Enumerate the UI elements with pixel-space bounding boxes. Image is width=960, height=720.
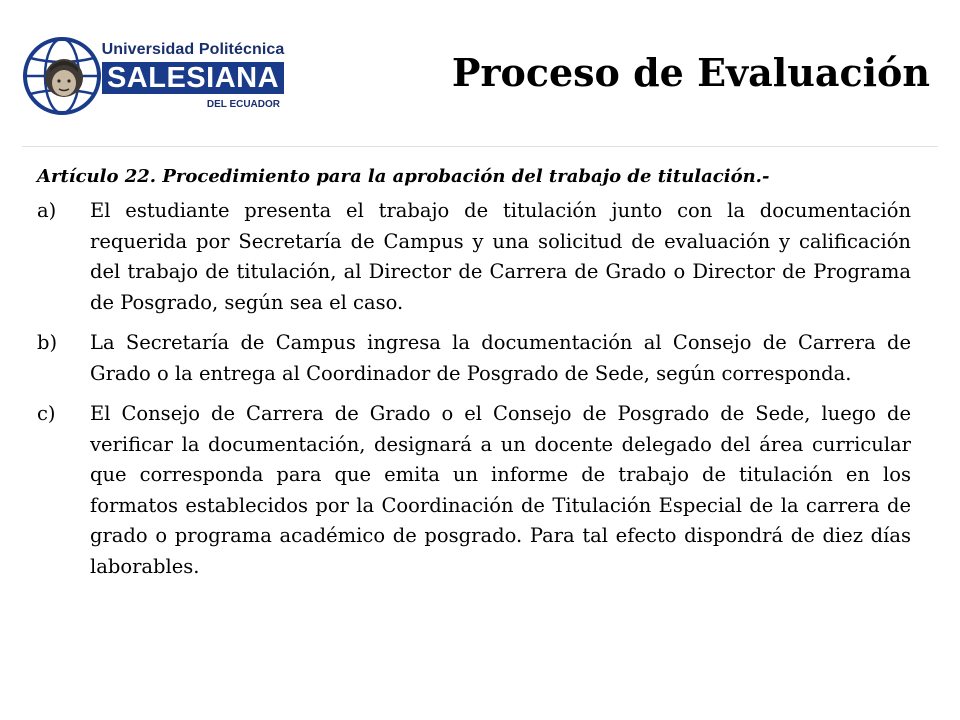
procedure-list xyxy=(37,196,911,592)
list-item-marker: c) xyxy=(37,402,56,425)
globe-emblem-icon xyxy=(22,36,104,116)
header-divider xyxy=(22,146,938,147)
list-item xyxy=(37,196,911,318)
logo-line-university: Universidad Politécnica xyxy=(101,41,285,58)
list-item xyxy=(37,328,911,389)
page-title: Proceso de Evaluación xyxy=(451,50,930,95)
list-item-text: La Secretaría de Campus ingresa la documentación al Consejo de Carrera de Grado o la entrega al Coordinador de Posgrado de Sede, según corresponda. xyxy=(90,331,911,385)
list-item-text: El Consejo de Carrera de Grado o el Consejo de Posgrado de Sede, luego de verificar la documentación, designará a un docente delegado del área curricular que corresponda para que emita un informe de trabajo de titulación en los formatos establecidos por la Coordinación de Titulación Especial de la carrera de grado o programa académico de posgrado. Para tal efecto dispondrá de diez días laborables. xyxy=(90,402,911,578)
list-item-text: El estudiante presenta el trabajo de titulación junto con la documentación requerida por Secretaría de Campus y una solicitud de evaluación y calificación del trabajo de titulación, al Director de Carrera de Grado o Director de Programa de Posgrado, según sea el caso. xyxy=(90,199,911,314)
logo-line-salesiana: SALESIANA xyxy=(102,62,284,94)
list-item xyxy=(37,399,911,582)
list-item-marker: a) xyxy=(37,199,57,222)
university-logo xyxy=(22,36,284,116)
article-heading: Artículo 22. Procedimiento para la aprobación del trabajo de titulación.- xyxy=(37,166,770,187)
list-item-marker: b) xyxy=(37,331,58,354)
logo-line-ecuador: DEL ECUADOR xyxy=(206,98,280,110)
